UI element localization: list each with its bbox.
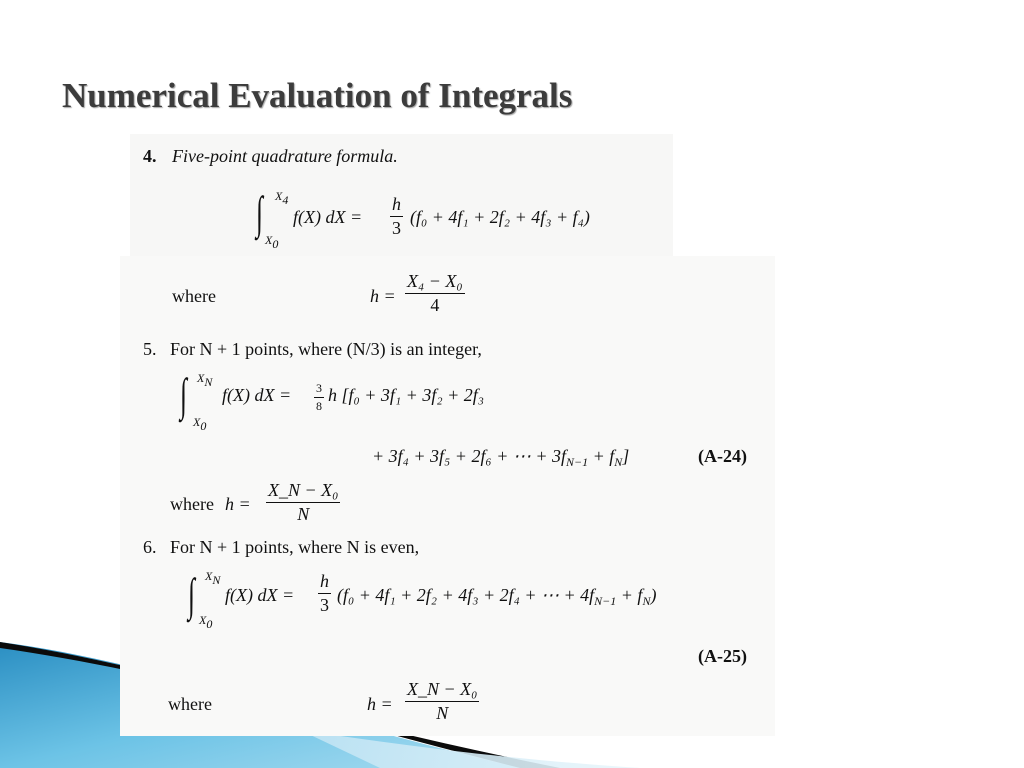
upper-limit: $X_N$ xyxy=(197,371,213,389)
where-label: where xyxy=(168,694,212,714)
h-fraction: X_N − X₀ N xyxy=(407,679,478,723)
h-fraction: X_N − X₀ N xyxy=(268,480,339,524)
where-label: where xyxy=(170,494,214,514)
h-fraction: X₄ − X₀ 4 xyxy=(407,271,463,315)
integrand: f(X) dX = xyxy=(225,585,295,605)
upper-limit: $X_N$ xyxy=(205,569,221,587)
formula-line-1: h [f₀ + 3f₁ + 3f₂ + 2f₃ xyxy=(328,385,484,405)
scanned-page-main xyxy=(120,256,775,736)
slide-title: Numerical Evaluation of Integrals xyxy=(62,76,573,115)
formula-body: (f₀ + 4f₁ + 2f₂ + 4f₃ + f₄) xyxy=(410,207,590,227)
where-label: where xyxy=(172,286,216,306)
item-5-number: 5. xyxy=(143,339,157,359)
lower-limit: $X_0$ xyxy=(193,415,207,433)
coefficient-fraction: h 3 xyxy=(392,194,401,238)
integral-sign: ∫ xyxy=(256,187,263,238)
h-lhs: h = xyxy=(225,494,251,514)
h-lhs: h = xyxy=(370,286,396,306)
integral-sign: ∫ xyxy=(188,569,195,620)
item-6-heading: For N + 1 points, where N is even, xyxy=(170,537,420,557)
item-5-heading: For N + 1 points, where (N/3) is an integer, xyxy=(170,339,482,359)
lower-limit: $X_0$ xyxy=(199,613,213,631)
formula-line-2: + 3f₄ + 3f₅ + 2f₆ + ⋯ + $3f_{N-1} + f_N$] xyxy=(372,446,630,469)
lower-limit: $X_0$ xyxy=(265,233,279,251)
formula-body: (f₀ + 4f₁ + 2f₂ + 4f₃ + 2f₄ + ⋯ + $4f_{N-1} + f_N$) xyxy=(337,585,657,608)
equation-label: (A-25) xyxy=(698,646,747,666)
coefficient-fraction: h 3 xyxy=(320,571,329,615)
equation-label: (A-24) xyxy=(698,446,747,466)
upper-limit: $X_4$ xyxy=(275,189,289,207)
item-4-number: 4. xyxy=(143,146,157,166)
coefficient-fraction: 3 8 xyxy=(316,381,322,413)
item-6-number: 6. xyxy=(143,537,157,557)
integrand: f(X) dX = xyxy=(293,207,363,227)
integrand: f(X) dX = xyxy=(222,385,292,405)
integral-sign: ∫ xyxy=(180,369,187,420)
item-4-heading: Five-point quadrature formula. xyxy=(172,146,398,166)
h-lhs: h = xyxy=(367,694,393,714)
